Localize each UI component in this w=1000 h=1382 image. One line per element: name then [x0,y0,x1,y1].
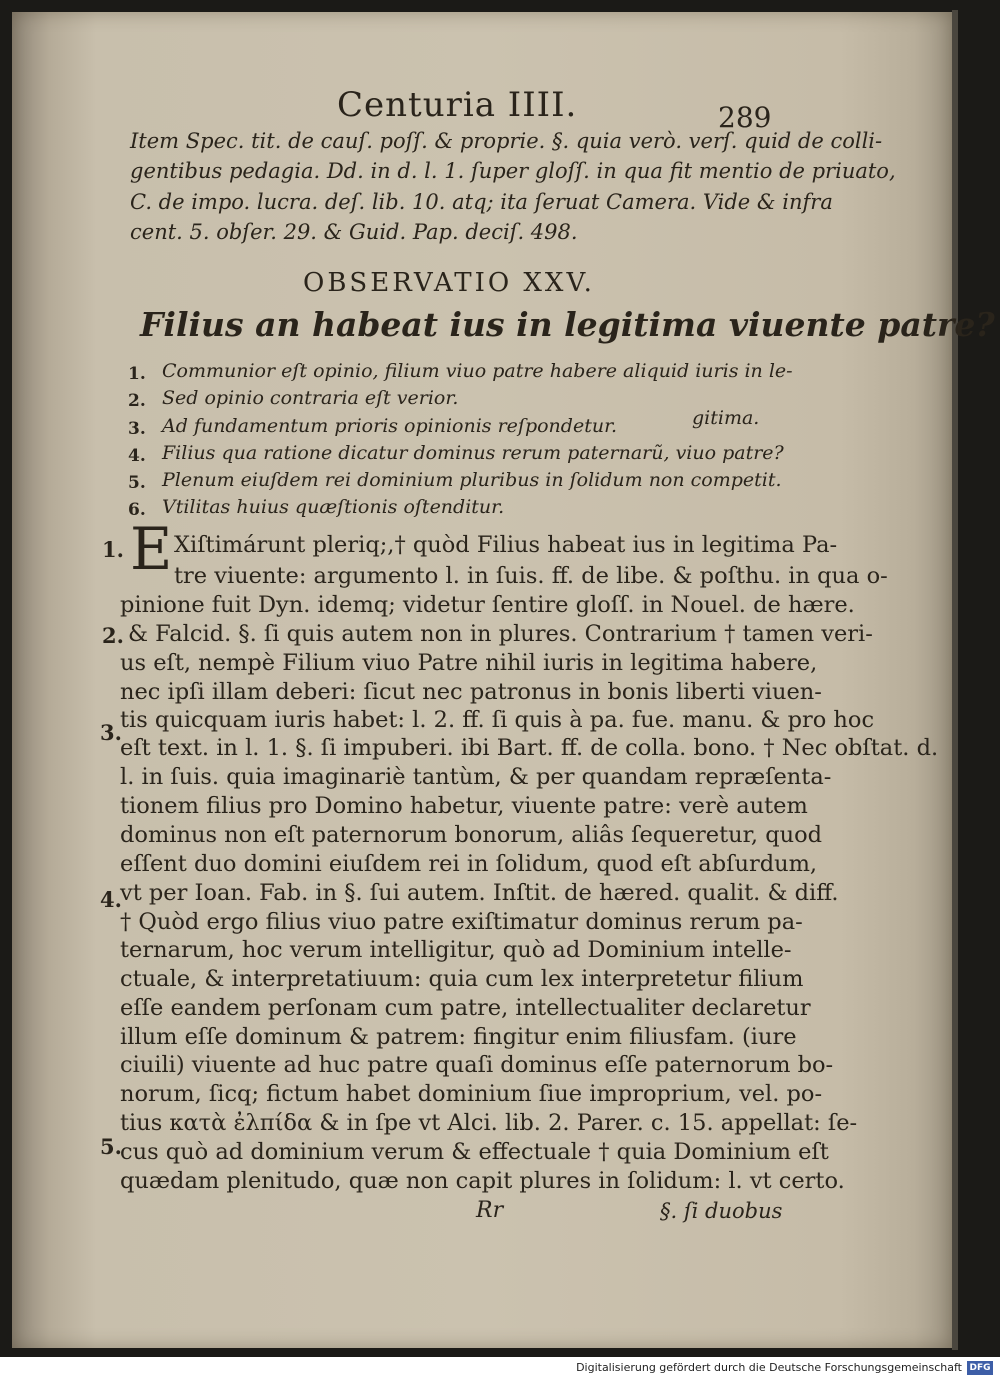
body-line: eſſe eandem perſonam cum patre, intellectualiter declaretur [120,995,811,1021]
margin-number: 1. [102,537,124,562]
body-line: dominus non eſt paternorum bonorum, aliâs ſequeretur, quod [120,822,823,848]
body-line: nec ipſi illam deberi: ſicut nec patronus in bonis liberti viuen- [120,679,822,705]
margin-number: 3. [100,720,122,745]
summary-hanging-word: gitima. [692,407,760,429]
continuation-line: Item Spec. tit. de cauſ. poſſ. & proprie. §. quia verò. verſ. quid de colli- [130,129,883,153]
dfg-logo: DFG [967,1361,993,1375]
body-line: quædam plenitudo, quæ non capit plures in ſolidum: l. vt certo. [120,1168,845,1194]
summary-number: 3. [128,419,146,439]
body-line: pinione fuit Dyn. idemq; videtur ſentire gloſſ. in Nouel. de hære. [120,592,855,618]
summary-number: 2. [128,391,146,411]
summary-item: Plenum eiuſdem rei dominium pluribus in ſolidum non competit. [162,469,782,491]
margin-number: 4. [100,887,122,912]
summary-number: 4. [128,446,146,466]
catchword: §. ſi duobus [660,1199,783,1223]
summary-number: 6. [128,500,146,520]
summary-number: 1. [128,364,146,384]
summary-item: Ad fundamentum prioris opinionis reſpondetur. [162,415,618,437]
summary-number: 5. [128,473,146,493]
body-line: ternarum, hoc verum intelligitur, quò ad Dominium intelle- [120,937,792,963]
drop-capital: E [130,515,173,583]
body-line: tius κατὰ ἐλπίδα & in ſpe vt Alci. lib. 2. Parer. c. 15. appellat: ſe- [120,1110,858,1136]
body-line: tre viuente: argumento l. in ſuis. ff. de libe. & poſthu. in qua o- [174,563,888,589]
body-line: eſſent duo domini eiuſdem rei in ſolidum, quod eſt abſurdum, [120,851,818,877]
summary-item: Communior eſt opinio, filium viuo patre habere aliquid iuris in le- [162,360,793,382]
summary-item: Vtilitas huius quæſtionis oſtenditur. [162,496,505,518]
body-line: eſt text. in l. 1. §. ſi impuberi. ibi Bart. ff. de colla. bono. † Nec obſtat. d. [120,735,939,761]
body-line: ctuale, & interpretatiuum: quia cum lex interpretetur filium [120,966,804,992]
page-number: 289 [718,101,772,134]
running-head: Centuria IIII. [337,85,578,125]
margin-number: 2. [102,623,124,648]
body-line: tionem filius pro Domino habetur, viuente patre: verè autem [120,793,808,819]
body-line: Xiſtimárunt pleriq;,† quòd Filius habeat ius in legitima Pa- [174,532,838,558]
signature-mark: Rr [476,1198,504,1223]
body-line: us eſt, nempè Filium viuo Patre nihil iuris in legitima habere, [120,650,818,676]
observatio-heading: OBSERVATIO XXV. [303,268,595,298]
digitization-credit: Digitalisierung gefördert durch die Deutsche Forschungsgemeinschaft [576,1361,962,1374]
question-title: Filius an habeat ius in legitima viuente patre? [140,305,995,344]
summary-item: Sed opinio contraria eſt verior. [162,387,459,409]
continuation-line: cent. 5. obſer. 29. & Guid. Pap. deciſ. 498. [130,220,578,244]
body-line: illum eſſe dominum & patrem: fingitur enim filiusfam. (iure [120,1024,797,1050]
summary-item: Filius qua ratione dicatur dominus rerum paternarũ, viuo patre? [162,442,784,464]
body-line: l. in ſuis. quia imaginariè tantùm, & per quandam repræſenta- [120,764,832,790]
body-line: vt per Ioan. Fab. in §. ſui autem. Inſtit. de hæred. qualit. & diff. [120,880,839,906]
body-line: & Falcid. §. ſi quis autem non in plures. Contrarium † tamen veri- [128,621,873,647]
body-line: tis quicquam iuris habet: l. 2. ff. ſi quis à pa. fue. manu. & pro hoc [120,707,875,733]
continuation-line: C. de impo. lucra. deſ. lib. 10. atq; ita ſeruat Camera. Vide & infra [130,190,833,214]
margin-number: 5. [100,1134,122,1159]
body-line: norum, ſicq; fictum habet dominium ſiue improprium, vel. po- [120,1081,823,1107]
body-line: ciuili) viuente ad huc patre quaſi dominus eſſe paternorum bo- [120,1052,834,1078]
body-line: cus quò ad dominium verum & effectuale † quia Dominium eſt [120,1139,829,1165]
body-line: † Quòd ergo filius viuo patre exiſtimatur dominus rerum pa- [120,909,803,935]
continuation-line: gentibus pedagia. Dd. in d. l. 1. ſuper gloſſ. in qua fit mentio de priuato, [130,159,896,183]
page-edge [952,10,958,1350]
